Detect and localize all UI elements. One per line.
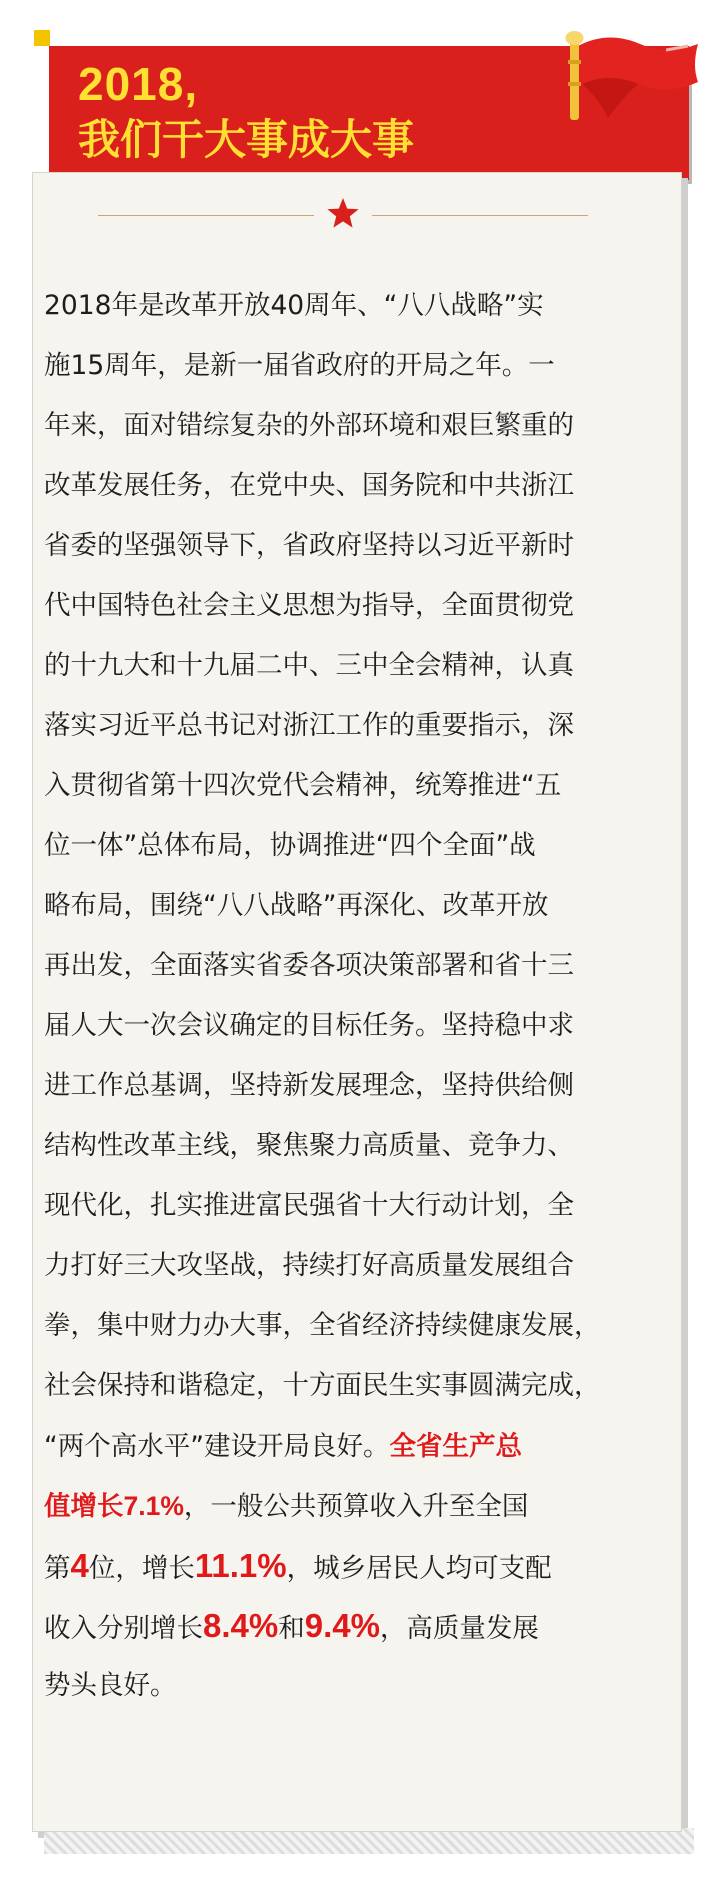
text-line: 略布局，围绕“八八战略”再深化、改革开放 xyxy=(44,890,549,921)
text-line: 入贯彻省第十四次党代会精神，统筹推进“五 xyxy=(44,770,562,801)
divider-line-left xyxy=(98,215,314,216)
highlight-rank: 4 xyxy=(70,1547,89,1584)
text-line: 省委的坚强领导下，省政府坚持以习近平新时 xyxy=(44,530,574,561)
highlight-revenue-growth: 11.1% xyxy=(194,1547,287,1584)
text-line: 再出发，全面落实省委各项决策部署和省十三 xyxy=(44,950,574,981)
text-line: 的十九大和十九届二中、三中全会精神，认真 xyxy=(44,650,574,681)
text-line: 落实习近平总书记对浙江工作的重要指示，深 xyxy=(44,710,574,741)
highlight-urban-income-growth: 8.4% xyxy=(203,1607,279,1644)
text-line: 第4位，增长11.1%，城乡居民人均可支配 xyxy=(44,1547,552,1584)
text-line: “两个高水平”建设开局良好。全省生产总 xyxy=(44,1431,522,1462)
text-line: 施15周年，是新一届省政府的开局之年。一 xyxy=(44,350,555,381)
accent-square xyxy=(34,30,50,46)
text-line: 进工作总基调，坚持新发展理念，坚持供给侧 xyxy=(44,1070,574,1101)
text-line: 收入分别增长8.4%和9.4%，高质量发展 xyxy=(44,1607,539,1644)
text-line: 社会保持和谐稳定，十方面民生实事圆满完成， xyxy=(44,1370,601,1401)
text-line: 势头良好。 xyxy=(44,1670,177,1701)
text-line: 现代化，扎实推进富民强省十大行动计划，全 xyxy=(44,1190,574,1221)
text-line: 改革发展任务，在党中央、国务院和中共浙江 xyxy=(44,470,574,501)
article-body xyxy=(44,276,674,1716)
text-line: 结构性改革主线，聚焦聚力高质量、竞争力、 xyxy=(44,1130,574,1161)
text-line: 位一体”总体布局，协调推进“四个全面”战 xyxy=(44,830,536,861)
page-title xyxy=(78,56,414,168)
text-line: 代中国特色社会主义思想为指导，全面贯彻党 xyxy=(44,590,574,621)
title-line-slogan: 我们干大事成大事 xyxy=(78,116,415,163)
title-line-year: 2018, xyxy=(78,58,199,110)
text-line: 力打好三大攻坚战，持续打好高质量发展组合 xyxy=(44,1250,574,1281)
red-flag-with-torch-icon xyxy=(548,26,708,126)
text-line: 年来，面对错综复杂的外部环境和艰巨繁重的 xyxy=(44,410,574,441)
text-line: 拳，集中财力办大事，全省经济持续健康发展， xyxy=(44,1310,601,1341)
text-line: 2018年是改革开放40周年、“八八战略”实 xyxy=(44,290,544,321)
highlight-gdp-growth: 值增长7.1% xyxy=(44,1491,184,1521)
red-star-icon xyxy=(326,196,360,230)
text-line: 届人大一次会议确定的目标任务。坚持稳中求 xyxy=(44,1010,574,1041)
highlight-gdp-label: 全省生产总 xyxy=(389,1431,522,1461)
divider-line-right xyxy=(372,215,588,216)
highlight-rural-income-growth: 9.4% xyxy=(304,1607,380,1644)
text-line: 值增长7.1%，一般公共预算收入升至全国 xyxy=(44,1491,529,1522)
